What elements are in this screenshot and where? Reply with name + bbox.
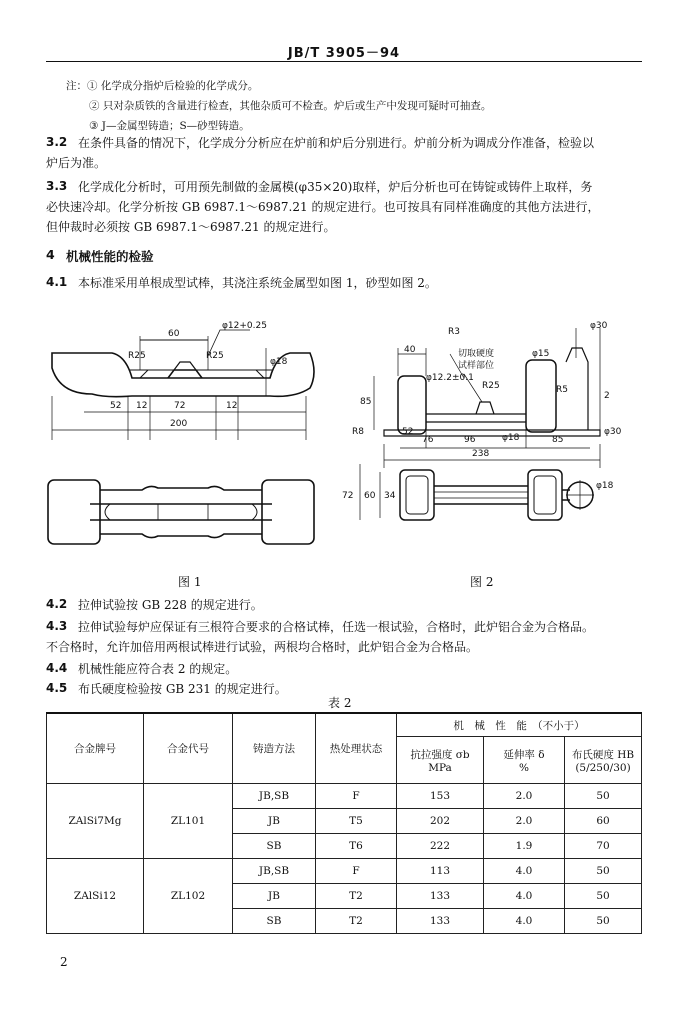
note-1: 注：① 化学成分指炉后检验的化学成分。 [66,80,259,92]
cell-grade: ZAlSi7Mg [47,784,144,859]
fig1-dim-72: 72 [174,401,186,411]
clause-4-1-number: 4.1 [46,275,68,289]
table-2 [46,712,642,934]
cell-tensile: 153 [397,784,484,809]
fig2-dim-phi15: φ15 [532,349,550,359]
fig2-dim-34: 34 [384,491,396,501]
header-mechanical-properties: 机 械 性 能 （不小于） [397,713,642,737]
fig2-dim-238: 238 [472,449,490,459]
table-2-title: 表 2 [328,696,352,710]
section-4-number: 4 [46,247,55,262]
fig2-dim-85: 85 [360,397,372,407]
fig2-dim-phi12: φ12.2±0.1 [426,373,474,383]
cell-hardness: 50 [565,884,642,909]
cell-tensile: 113 [397,859,484,884]
cell-method: JB [233,809,316,834]
clause-4-4-text: 机械性能应符合表 2 的规定。 [78,662,238,676]
clause-4-3-number: 4.3 [46,619,68,633]
figure-1-drawing [40,318,330,568]
header-rule [46,61,642,62]
fig2-dim-phi18: φ18 [502,433,520,443]
fig2-dim-76: 76 [422,435,434,445]
clause-3-2-line-1: 在条件具备的情况下，化学成分分析应在炉前和炉后分别进行。炉前分析为调成分作准备，检验以 [78,136,595,150]
cell-elongation: 4.0 [484,884,565,909]
fig2-dim-phi18b: φ18 [596,481,614,491]
cell-heat: T6 [316,834,397,859]
cell-method: SB [233,909,316,934]
fig2-dim-72: 72 [342,491,354,501]
header-tensile-unit: MPa [428,761,452,774]
cell-method: JB,SB [233,859,316,884]
cell-method: JB [233,884,316,909]
cell-heat: F [316,784,397,809]
fig1-dim-phi12: φ12+0.25 [222,321,267,331]
header-elongation-label: 延伸率 δ [503,748,545,761]
fig2-dim-60: 60 [364,491,376,501]
section-4-title: 机械性能的检验 [66,249,154,264]
cell-tensile: 133 [397,909,484,934]
clause-4-1-text: 本标准采用单根成型试棒，其浇注系统金属型如图 1，砂型如图 2。 [78,276,437,290]
cell-grade: ZAlSi12 [47,859,144,934]
cell-method: JB,SB [233,784,316,809]
fig1-dim-r25a: R25 [128,351,146,361]
cell-hardness: 60 [565,809,642,834]
fig1-dim-60: 60 [168,329,180,339]
cell-heat: T5 [316,809,397,834]
cell-heat: F [316,859,397,884]
note-3: ③ J—金属型铸造；S—砂型铸造。 [89,120,250,132]
cell-tensile: 202 [397,809,484,834]
fig1-dim-200: 200 [170,419,188,429]
table-row [47,859,642,884]
cell-elongation: 1.9 [484,834,565,859]
clause-3-3-number: 3.3 [46,179,68,193]
fig2-dim-52: 52 [402,427,414,437]
figure-1-caption: 图 1 [178,575,202,589]
clause-4-2-number: 4.2 [46,597,68,611]
clause-4-5-number: 4.5 [46,681,68,695]
fig2-cut-label-1: 切取硬度 [458,349,495,359]
fig2-dim-r8: R8 [352,427,364,437]
fig2-dim-85b: 85 [552,435,564,445]
cell-method: SB [233,834,316,859]
fig1-dim-52: 52 [110,401,122,411]
fig1-dim-12b: 12 [226,401,238,411]
cell-hardness: 70 [565,834,642,859]
cell-code: ZL101 [144,784,233,859]
clause-3-3-line-2: 必快速冷却。化学分析按 GB 6987.1～6987.21 的规定进行。也可按具有同样准确度的其他方法进行， [46,200,600,214]
header-elongation-unit: % [519,761,529,774]
clause-3-3-line-1: 化学成化分析时，可用预先制做的金属模(φ35×20)取样，炉后分析也可在铸锭或铸件上取样，务 [78,180,593,194]
clause-4-3-line-2: 不合格时，允许加倍用两根试棒进行试验，两根均合格时，此炉铝合金为合格品。 [46,640,479,654]
header-brinell-hardness [565,737,642,784]
cell-hardness: 50 [565,784,642,809]
fig1-dim-phi18: φ18 [270,357,288,367]
table-row [47,784,642,809]
cell-elongation: 4.0 [484,859,565,884]
fig2-dim-phi30a: φ30 [590,321,608,331]
figure-2-drawing [340,318,645,568]
fig2-dim-r5: R5 [556,385,568,395]
header-hb-unit: (5/250/30) [575,761,631,774]
fig2-dim-r3: R3 [448,327,460,337]
page-number: 2 [60,955,68,969]
cell-elongation: 4.0 [484,909,565,934]
document-code: JB/T 3905－94 [287,46,401,61]
cell-tensile: 222 [397,834,484,859]
clause-3-3-line-3: 但仲裁时必须按 GB 6987.1～6987.21 的规定进行。 [46,220,336,234]
header-tensile-strength [397,737,484,784]
clause-4-5-text: 布氏硬度检验按 GB 231 的规定进行。 [78,682,287,696]
header-tensile-label: 抗拉强度 σb [410,748,470,761]
header-alloy-code: 合金代号 [144,713,233,784]
cell-heat: T2 [316,909,397,934]
clause-4-2-text: 拉伸试验按 GB 228 的规定进行。 [78,598,263,612]
fig2-dim-40: 40 [404,345,416,355]
cell-elongation: 2.0 [484,784,565,809]
fig2-dim-2: 2 [604,391,610,401]
fig2-dim-phi30b: φ30 [604,427,622,437]
fig2-dim-r25: R25 [482,381,500,391]
clause-3-2-line-2: 炉后为准。 [46,156,107,170]
clause-4-4-number: 4.4 [46,661,68,675]
cell-elongation: 2.0 [484,809,565,834]
cell-heat: T2 [316,884,397,909]
cell-hardness: 50 [565,859,642,884]
header-elongation [484,737,565,784]
fig2-cut-label-2: 试样部位 [458,361,495,371]
clause-3-2-number: 3.2 [46,135,68,149]
header-casting-method: 铸造方法 [233,713,316,784]
cell-code: ZL102 [144,859,233,934]
fig1-dim-12a: 12 [136,401,148,411]
cell-tensile: 133 [397,884,484,909]
header-heat-treatment: 热处理状态 [316,713,397,784]
header-hb-label: 布氏硬度 HB [571,748,635,761]
figure-2-caption: 图 2 [470,575,494,589]
fig2-dim-96: 96 [464,435,476,445]
fig1-dim-r25b: R25 [206,351,224,361]
note-2: ② 只对杂质铁的含量进行检查，其他杂质可不检查。炉后或生产中发现可疑时可抽查。 [89,100,492,112]
header-alloy-grade: 合金牌号 [47,713,144,784]
cell-hardness: 50 [565,909,642,934]
clause-4-3-line-1: 拉伸试验每炉应保证有三根符合要求的合格试棒，任选一根试验，合格时，此炉铝合金为合格品。 [78,620,595,634]
